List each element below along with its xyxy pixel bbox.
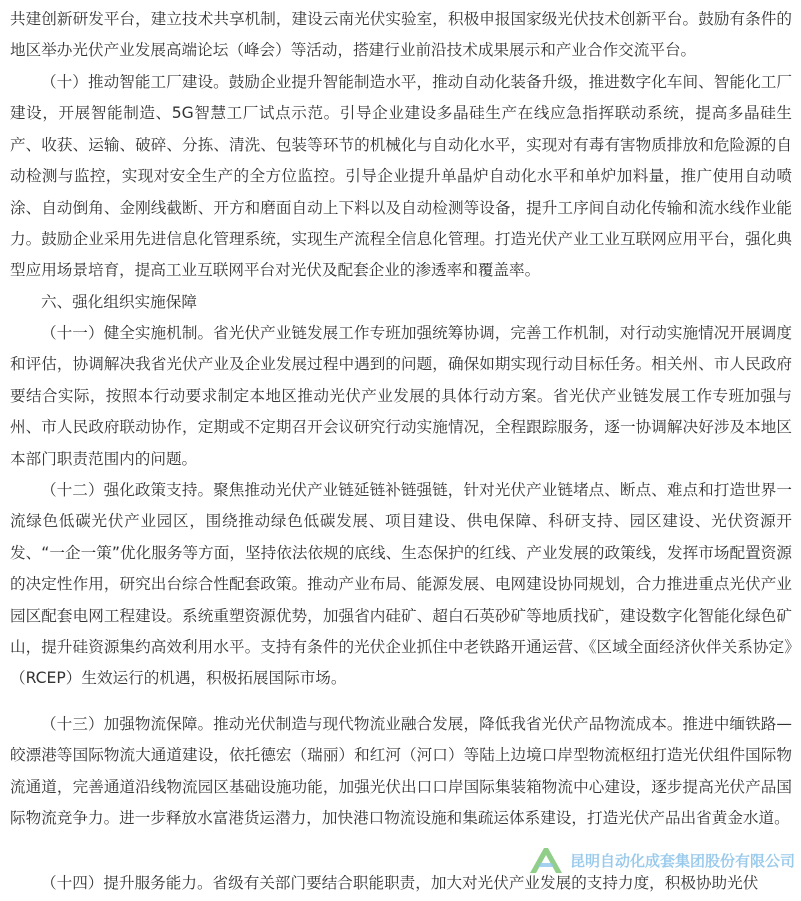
paragraph-13-logistics: （十三）加强物流保障。推动光伏制造与现代物流业融合发展，降低我省光伏产品物流成本。推进中缅铁路—皎漂港等国际物流大通道建设，依托德宏（瑞丽）和红河（河口）等陆上边境口岸型物流枢纽打造光伏组件国际物流通道，完善通道沿线物流园区基础设施功能，加强光伏出口口岸国际集装箱物流中心建设，逐步提高光伏产品国际物流竞争力。进一步释放水富港货运潜力，加快港口物流设施和集疏运体系建设，打造光伏产品出省黄金水道。	[10, 715, 792, 828]
paragraph-innovation-platform: 共建创新研发平台，建立技术共享机制，建设云南光伏实验室，积极申报国家级光伏技术创新平台。鼓励有条件的地区举办光伏产业发展高端论坛（峰会）等活动，搭建行业前沿技术成果展示和产业合作交流平台。	[10, 10, 792, 60]
paragraph-10-smart-factory: （十）推动智能工厂建设。鼓励企业提升智能制造水平，推动自动化装备升级，推进数字化车间、智能化工厂建设，开展智能制造、5G智慧工厂试点示范。引导企业建设多晶硅生产在线应急指挥联动系统，提高多晶硅生产、收获、运输、破碎、分拣、清洗、包装等环节的机械化与自动化水平，实现对有毒有害物质排放和危险源的自动检测与监控，实现对安全生产的全方位监控。引导企业提升单晶炉自动化水平和单炉加料量，推广使用自动喷涂、自动倒角、金刚线截断、开方和磨面自动上下料以及自动检测等设备，提升工序间自动化传输和流水线作业能力。鼓励企业采用先进信息化管理系统，实现生产流程全信息化管理。打造光伏产业工业互联网应用平台，强化典型应用场景培育，提高工业互联网平台对光伏及配套企业的渗透率和覆盖率。	[10, 73, 792, 280]
paragraph-11-implementation-mechanism: （十一）健全实施机制。省光伏产业链发展工作专班加强统筹协调，完善工作机制，对行动实施情况开展调度和评估，协调解决我省光伏产业及企业发展过程中遇到的问题，确保如期实现行动目标任务。相关州、市人民政府要结合实际，按照本行动要求制定本地区推动光伏产业发展的具体行动方案。省光伏产业链发展工作专班加强与州、市人民政府联动协作，定期或不定期召开会议研究行动实施情况，全程跟踪服务，逐一协调解决好涉及本地区本部门职责范围内的问题。	[10, 324, 792, 468]
paragraph-14-service-capability: （十四）提升服务能力。省级有关部门要结合职能职责，加大对光伏产业发展的支持力度，积极协助光伏	[41, 874, 759, 892]
watermark-text: 昆明自动化成套集团股份有限公司	[569, 851, 795, 870]
section-heading-6: 六、强化组织实施保障	[41, 293, 197, 311]
paragraph-12-policy-support: （十二）强化政策支持。聚焦推动光伏产业链延链补链强链，针对光伏产业链堵点、断点、难点和打造世界一流绿色低碳光伏产业园区，围绕推动绿色低碳发展、项目建设、供电保障、科研支持、园区建设、光伏资源开发、“一企一策”优化服务等方面，坚持依法依规的底线、生态保护的红线、产业发展的政策线，发挥市场配置资源的决定性作用，研究出台综合性配套政策。推动产业布局、能源发展、电网建设协同规划，合力推进重点光伏产业园区配套电网工程建设。系统重塑资源优势，加强省内硅矿、超白石英砂矿等地质找矿，建设数字化智能化绿色矿山，提升硅资源集约高效利用水平。支持有条件的光伏企业抓住中老铁路开通运营、《区域全面经济伙伴关系协定》（RCEP）生效运行的机遇，积极拓展国际市场。	[10, 481, 792, 688]
